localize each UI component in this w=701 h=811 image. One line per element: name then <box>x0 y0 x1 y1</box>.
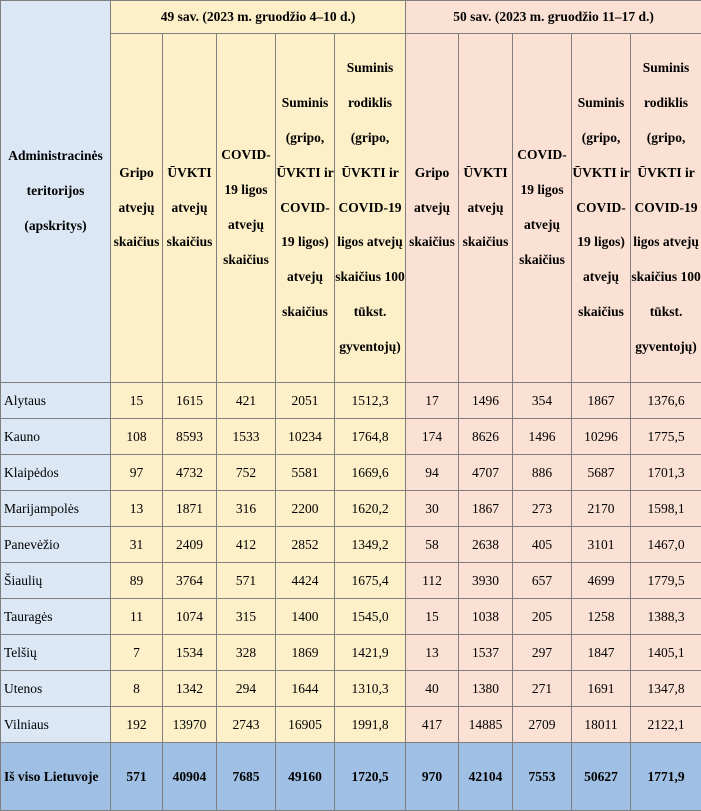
value-cell: 1644 <box>276 671 335 707</box>
value-cell: 1847 <box>572 635 631 671</box>
value-cell: 13 <box>111 491 163 527</box>
value-cell: 40 <box>406 671 459 707</box>
table-row <box>1 599 701 635</box>
value-cell: 3930 <box>459 563 513 599</box>
value-cell: 1620,2 <box>335 491 406 527</box>
value-cell: 2743 <box>217 707 276 743</box>
value-cell: 112 <box>406 563 459 599</box>
value-cell: 328 <box>217 635 276 671</box>
total-value-cell: 1771,9 <box>631 743 701 811</box>
col-total-cases-w49: Suminis (gripo, ŪVKTI ir COVID-19 ligos) atvejų skaičius <box>276 34 335 383</box>
value-cell: 315 <box>217 599 276 635</box>
value-cell: 4707 <box>459 455 513 491</box>
value-cell: 2409 <box>163 527 217 563</box>
total-value-cell: 970 <box>406 743 459 811</box>
value-cell: 1342 <box>163 671 217 707</box>
value-cell: 1074 <box>163 599 217 635</box>
region-name-cell: Utenos <box>1 671 111 707</box>
value-cell: 1991,8 <box>335 707 406 743</box>
value-cell: 1421,9 <box>335 635 406 671</box>
value-cell: 1615 <box>163 383 217 419</box>
value-cell: 10234 <box>276 419 335 455</box>
value-cell: 13970 <box>163 707 217 743</box>
col-flu-cases-w49: Gripo atvejų skaičius <box>111 34 163 383</box>
value-cell: 417 <box>406 707 459 743</box>
value-cell: 886 <box>513 455 572 491</box>
value-cell: 4424 <box>276 563 335 599</box>
value-cell: 1701,3 <box>631 455 701 491</box>
value-cell: 3101 <box>572 527 631 563</box>
value-cell: 1764,8 <box>335 419 406 455</box>
value-cell: 2122,1 <box>631 707 701 743</box>
value-cell: 271 <box>513 671 572 707</box>
period-week-50: 50 sav. (2023 m. gruodžio 11–17 d.) <box>406 1 701 34</box>
total-value-cell: 7685 <box>217 743 276 811</box>
value-cell: 205 <box>513 599 572 635</box>
value-cell: 1533 <box>217 419 276 455</box>
value-cell: 1038 <box>459 599 513 635</box>
col-arvi-cases-w49: ŪVKTI atvejų skaičius <box>163 34 217 383</box>
value-cell: 1512,3 <box>335 383 406 419</box>
value-cell: 421 <box>217 383 276 419</box>
table-row <box>1 527 701 563</box>
col-arvi-cases-w50: ŪVKTI atvejų skaičius <box>459 34 513 383</box>
total-value-cell: 40904 <box>163 743 217 811</box>
total-value-cell: 1720,5 <box>335 743 406 811</box>
period-week-49: 49 sav. (2023 m. gruodžio 4–10 d.) <box>111 1 406 34</box>
table-row <box>1 491 701 527</box>
region-name-cell: Vilniaus <box>1 707 111 743</box>
value-cell: 2170 <box>572 491 631 527</box>
value-cell: 17 <box>406 383 459 419</box>
value-cell: 1349,2 <box>335 527 406 563</box>
total-value-cell: 42104 <box>459 743 513 811</box>
value-cell: 1405,1 <box>631 635 701 671</box>
table-row <box>1 563 701 599</box>
value-cell: 1400 <box>276 599 335 635</box>
table-row <box>1 671 701 707</box>
value-cell: 18011 <box>572 707 631 743</box>
value-cell: 16905 <box>276 707 335 743</box>
value-cell: 5581 <box>276 455 335 491</box>
value-cell: 1779,5 <box>631 563 701 599</box>
value-cell: 15 <box>406 599 459 635</box>
region-name-cell: Klaipėdos <box>1 455 111 491</box>
value-cell: 97 <box>111 455 163 491</box>
value-cell: 108 <box>111 419 163 455</box>
value-cell: 2852 <box>276 527 335 563</box>
value-cell: 8593 <box>163 419 217 455</box>
region-name-cell: Kauno <box>1 419 111 455</box>
value-cell: 174 <box>406 419 459 455</box>
value-cell: 192 <box>111 707 163 743</box>
value-cell: 7 <box>111 635 163 671</box>
col-covid-cases-w50: COVID-19 ligos atvejų skaičius <box>513 34 572 383</box>
value-cell: 11 <box>111 599 163 635</box>
value-cell: 58 <box>406 527 459 563</box>
value-cell: 31 <box>111 527 163 563</box>
value-cell: 8 <box>111 671 163 707</box>
table-row <box>1 635 701 671</box>
value-cell: 273 <box>513 491 572 527</box>
value-cell: 1467,0 <box>631 527 701 563</box>
region-name-cell: Tauragės <box>1 599 111 635</box>
table-row <box>1 455 701 491</box>
value-cell: 1310,3 <box>335 671 406 707</box>
value-cell: 1867 <box>459 491 513 527</box>
value-cell: 4699 <box>572 563 631 599</box>
value-cell: 297 <box>513 635 572 671</box>
value-cell: 1258 <box>572 599 631 635</box>
value-cell: 5687 <box>572 455 631 491</box>
value-cell: 30 <box>406 491 459 527</box>
value-cell: 1867 <box>572 383 631 419</box>
table-row <box>1 707 701 743</box>
value-cell: 10296 <box>572 419 631 455</box>
value-cell: 94 <box>406 455 459 491</box>
value-cell: 1347,8 <box>631 671 701 707</box>
value-cell: 405 <box>513 527 572 563</box>
value-cell: 1775,5 <box>631 419 701 455</box>
value-cell: 1496 <box>459 383 513 419</box>
region-header <box>1 1 111 383</box>
value-cell: 14885 <box>459 707 513 743</box>
total-value-cell: 7553 <box>513 743 572 811</box>
region-name-cell: Panevėžio <box>1 527 111 563</box>
value-cell: 1869 <box>276 635 335 671</box>
region-name-cell: Alytaus <box>1 383 111 419</box>
period-header-row <box>1 1 701 34</box>
total-value-cell: 571 <box>111 743 163 811</box>
value-cell: 657 <box>513 563 572 599</box>
value-cell: 1871 <box>163 491 217 527</box>
col-total-cases-w50: Suminis (gripo, ŪVKTI ir COVID-19 ligos) atvejų skaičius <box>572 34 631 383</box>
value-cell: 1669,6 <box>335 455 406 491</box>
value-cell: 294 <box>217 671 276 707</box>
value-cell: 1376,6 <box>631 383 701 419</box>
col-flu-cases-w50: Gripo atvejų skaičius <box>406 34 459 383</box>
value-cell: 571 <box>217 563 276 599</box>
value-cell: 89 <box>111 563 163 599</box>
value-cell: 2051 <box>276 383 335 419</box>
value-cell: 1598,1 <box>631 491 701 527</box>
total-value-cell: 50627 <box>572 743 631 811</box>
value-cell: 8626 <box>459 419 513 455</box>
value-cell: 1534 <box>163 635 217 671</box>
value-cell: 3764 <box>163 563 217 599</box>
value-cell: 412 <box>217 527 276 563</box>
value-cell: 354 <box>513 383 572 419</box>
total-label-cell: Iš viso Lietuvoje <box>1 743 111 811</box>
region-header-label: Administracinės teritorijos (apskritys) <box>8 148 103 233</box>
col-covid-cases-w49: COVID-19 ligos atvejų skaičius <box>217 34 276 383</box>
value-cell: 1675,4 <box>335 563 406 599</box>
value-cell: 13 <box>406 635 459 671</box>
total-row <box>1 743 701 811</box>
value-cell: 4732 <box>163 455 217 491</box>
value-cell: 1537 <box>459 635 513 671</box>
total-value-cell: 49160 <box>276 743 335 811</box>
value-cell: 1496 <box>513 419 572 455</box>
value-cell: 1691 <box>572 671 631 707</box>
value-cell: 752 <box>217 455 276 491</box>
value-cell: 2200 <box>276 491 335 527</box>
region-name-cell: Marijampolės <box>1 491 111 527</box>
value-cell: 2709 <box>513 707 572 743</box>
col-total-rate-w50: Suminis rodiklis (gripo, ŪVKTI ir COVID-19 ligos atvejų skaičius 100 tūkst. gyventojų) <box>631 34 701 383</box>
region-name-cell: Telšių <box>1 635 111 671</box>
value-cell: 2638 <box>459 527 513 563</box>
value-cell: 1545,0 <box>335 599 406 635</box>
value-cell: 15 <box>111 383 163 419</box>
value-cell: 316 <box>217 491 276 527</box>
col-total-rate-w49: Suminis rodiklis (gripo, ŪVKTI ir COVID-19 ligos atvejų skaičius 100 tūkst. gyventojų) <box>335 34 406 383</box>
value-cell: 1388,3 <box>631 599 701 635</box>
table-row <box>1 419 701 455</box>
region-name-cell: Šiaulių <box>1 563 111 599</box>
value-cell: 1380 <box>459 671 513 707</box>
table-row <box>1 383 701 419</box>
